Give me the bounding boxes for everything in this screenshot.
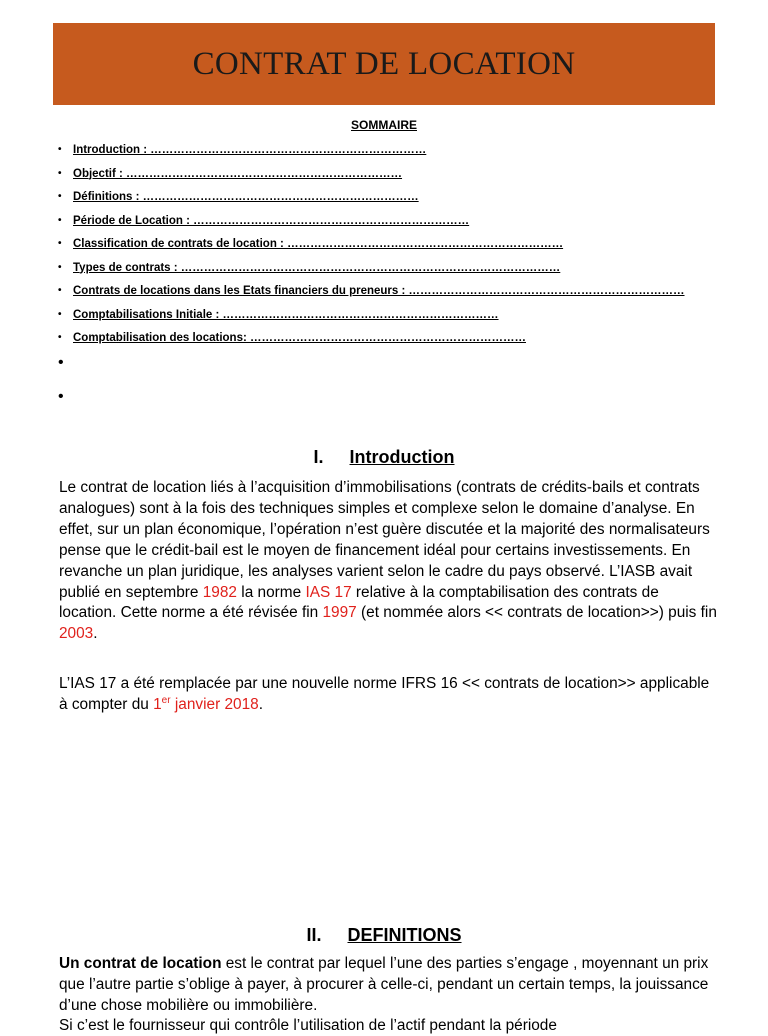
toc-item bbox=[58, 281, 738, 305]
year-1982: 1982 bbox=[202, 583, 237, 601]
year-2003: 2003 bbox=[59, 625, 94, 643]
section-number: I. bbox=[313, 447, 324, 467]
bullet-icon: • bbox=[58, 144, 62, 155]
toc-item-label: Comptabilisations Initiale : ……………………………………………………………… bbox=[73, 308, 499, 321]
intro-paragraph: Le contrat de location liés à l’acquisition d’immobilisations (contrats de crédits-bails et contrats analogues) sont à la fois des techniques simples et complexe selon le domaine d’analyse. En effet, sur un plan économique, l’opération n’est guère discutée et la majorité des normalisateurs pense que le crédit-bail est le moyen de financement idéal pour certains investissements. En revanche un plan juridique, les analyses varient selon le cadre du pays observé. L’IASB avait publié en septembre 1982 la norme IAS 17 relative à la comptabilisation des contrats de location. Cette norme a été révisée fin 1997 (et nommée alors << contrats de location>>) puis fin 2003. bbox=[59, 479, 717, 643]
table-of-contents bbox=[58, 140, 738, 352]
toc-item bbox=[58, 305, 738, 329]
bullet-icon: • bbox=[58, 238, 62, 249]
section-number: II. bbox=[306, 925, 322, 945]
toc-item bbox=[58, 164, 738, 188]
section-title: Introduction bbox=[349, 447, 455, 467]
year-1997: 1997 bbox=[322, 604, 357, 622]
toc-item-label: Contrats de locations dans les Etats financiers du preneurs : ……………………………………………………………… bbox=[73, 285, 685, 297]
toc-item bbox=[58, 211, 738, 235]
section-heading-definitions bbox=[0, 925, 768, 946]
toc-item-label: Types de contrats : ……………………………………………………………………………………… bbox=[73, 261, 561, 274]
title-banner bbox=[53, 23, 715, 105]
effective-date: 1er janvier 2018 bbox=[153, 694, 259, 713]
definition-paragraph: Un contrat de location est le contrat par lequel l’une des parties s’engage , moyennant un prix que l’autre partie s’oblige à payer, à procurer à celle-ci, pendant un certain temps, la jouissance d’une chose mobilière ou immobilière. bbox=[59, 955, 709, 1014]
bullet-icon: • bbox=[58, 167, 62, 179]
bullet-icon: • bbox=[58, 308, 62, 320]
norm-ias17: IAS 17 bbox=[305, 583, 352, 601]
toc-item-label: Définitions : ……………………………………………………………… bbox=[73, 191, 419, 203]
bullet-icon: • bbox=[58, 191, 62, 202]
empty-bullet-icon: • bbox=[58, 354, 64, 371]
bullet-icon: • bbox=[58, 332, 62, 343]
toc-item bbox=[58, 328, 738, 352]
bullet-icon: • bbox=[58, 261, 62, 273]
defined-term: Un contrat de location bbox=[59, 955, 222, 972]
sommaire-heading: SOMMAIRE bbox=[351, 118, 417, 132]
cutoff-text: Si c’est le fournisseur qui contrôle l’utilisation de l’actif pendant la période bbox=[59, 1017, 557, 1034]
toc-item bbox=[58, 258, 738, 282]
bullet-icon: • bbox=[58, 214, 62, 226]
bullet-icon: • bbox=[58, 285, 62, 296]
toc-item-label: Objectif : ……………………………………………………………… bbox=[73, 167, 403, 180]
toc-item bbox=[58, 140, 738, 164]
document-title: CONTRAT DE LOCATION bbox=[192, 45, 576, 82]
intro-paragraph-ifrs16: L’IAS 17 a été remplacée par une nouvelle norme IFRS 16 << contrats de location>> applicable à compter du 1er janvier 2018. bbox=[59, 675, 710, 713]
toc-item-label: Comptabilisation des locations: ……………………………………………………………… bbox=[73, 332, 526, 344]
empty-bullet-icon: • bbox=[58, 388, 64, 405]
toc-item-label: Classification de contrats de location : ……………………………………………………………… bbox=[73, 238, 564, 250]
toc-item-label: Introduction : ……………………………………………………………… bbox=[73, 144, 427, 156]
toc-item-label: Période de Location : ……………………………………………………………… bbox=[73, 214, 470, 227]
toc-item bbox=[58, 234, 738, 258]
section-title: DEFINITIONS bbox=[347, 925, 462, 945]
section-heading-introduction bbox=[0, 447, 768, 468]
toc-item bbox=[58, 187, 738, 211]
